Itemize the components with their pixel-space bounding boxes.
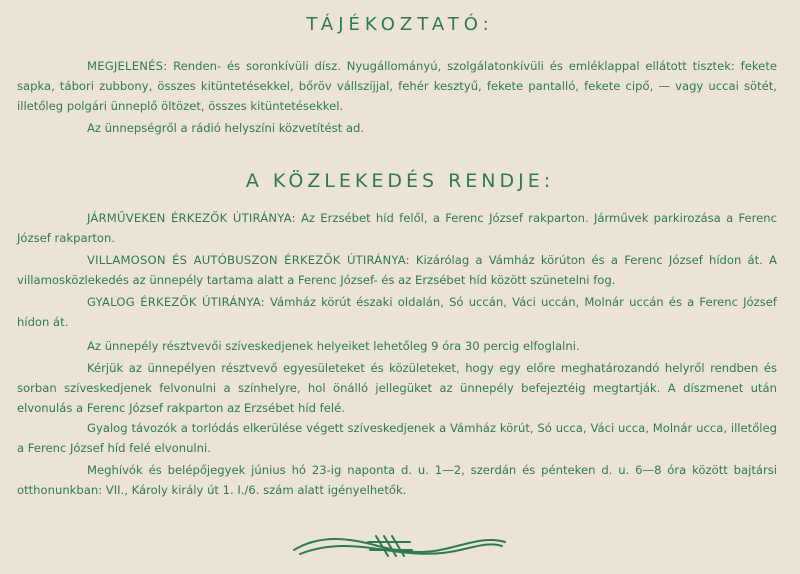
walk-text: Vámház körút északi oldalán, Só uccán, Váci uccán, Molnár uccán és a Ferenc József hídon át. [17, 295, 777, 329]
walk-lead: GYALOG ÉRKEZŐK ÚTIRÁNYA: [87, 295, 265, 309]
radio-paragraph: Az ünnepségről a rádió helyszíni közvetítést ad. [87, 121, 365, 135]
page-title: TÁJÉKOZTATÓ: [306, 14, 494, 35]
associations-paragraph: Kérjük az ünnepélyen résztvevő egyesületeket és közületeket, hogy egy előre meghatározandó helyről rendben és sorban szíveskedjenek felvonulni a színhelyre, hol önálló jellegüket az ünnepély befejeztéig megtartják. A díszmenet után elvonulás a Ferenc József rakparton az Erzsébet híd felé. [17, 361, 777, 415]
flourish-ornament-icon [290, 528, 510, 562]
seats-paragraph: Az ünnepély résztvevői szíveskedjenek helyeiket lehetőleg 9 óra 30 percig elfoglalni. [87, 339, 580, 353]
invitations-paragraph: Meghívók és belépőjegyek június hó 23-ig naponta d. u. 1—2, szerdán és pénteken d. u. 6—8 óra között bajtársi otthonunkban: VII., Károly király út 1. I./6. szám alatt igényelhetők. [17, 463, 777, 497]
appearance-text: Renden- és soronkívüli dísz. Nyugállományú, szolgálatonkívüli és emléklappal ellátott tisztek: fekete sapka, tábori zubbony, összes kitüntetésekkel, bőröv vállszíjjal, fehér kesztyű, fekete pantalló, fekete cipő, — vagy uccai sötét, illetőleg polgári ünneplő öltözet, összes kitüntetésekkel. [17, 59, 777, 113]
vehicles-lead: JÁRMŰVEKEN ÉRKEZŐK ÚTIRÁNYA: [87, 211, 296, 225]
vehicles-text: Az Erzsébet híd felől, a Ferenc József rakparton. Járművek parkirozása a Ferenc József rakparton. [17, 211, 777, 245]
appearance-lead: MEGJELENÉS: [87, 59, 168, 73]
appearance-paragraph [17, 56, 777, 116]
departure-paragraph: Gyalog távozók a torlódás elkerülése végett szíveskedjenek a Vámház körút, Só ucca, Váci ucca, Molnár ucca, illetőleg a Ferenc József híd felé elvonulni. [17, 421, 777, 455]
walk-paragraph [17, 292, 777, 332]
tram-lead: VILLAMOSON ÉS AUTÓBUSZON ÉRKEZŐK ÚTIRÁNYA: [87, 253, 410, 267]
tram-paragraph [17, 250, 777, 290]
vehicles-paragraph [17, 208, 777, 248]
section-title: A KÖZLEKEDÉS RENDJE: [245, 170, 555, 192]
tram-text: Kizárólag a Vámház körúton és a Ferenc József hídon át. A villamosközlekedés az ünnepély tartama alatt a Ferenc József- és az Erzsébet híd között szünetelni fog. [17, 253, 777, 287]
